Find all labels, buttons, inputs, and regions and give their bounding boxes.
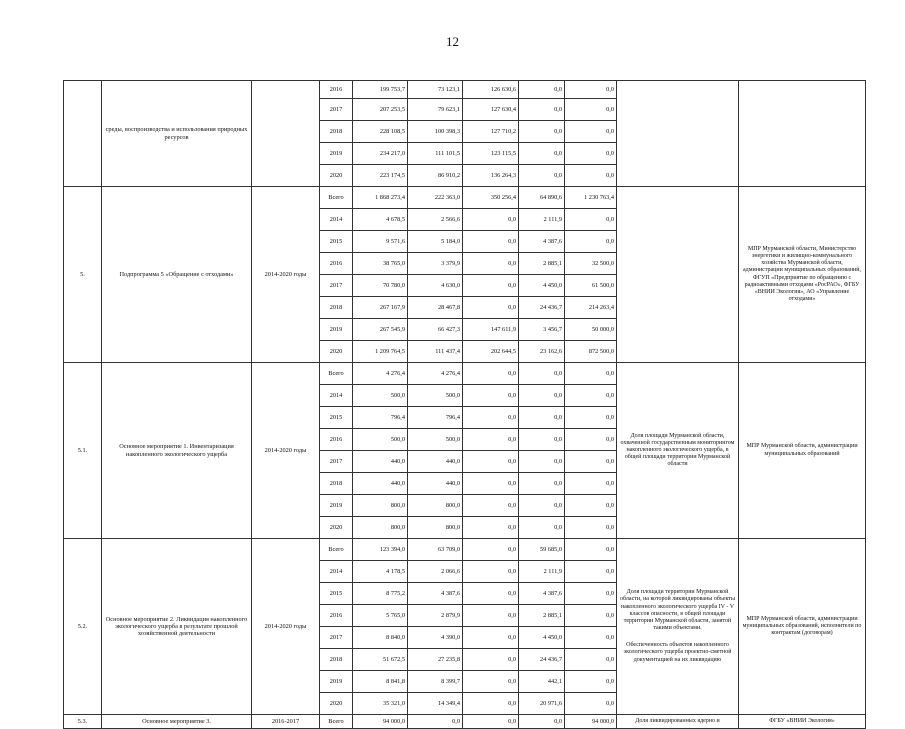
amount-cell: 73 123,1 (408, 81, 463, 99)
amount-cell: 0,0 (565, 517, 617, 539)
amount-cell: 2 111,9 (519, 209, 565, 231)
amount-cell: 0,0 (463, 693, 519, 715)
amount-cell: 4 450,0 (519, 627, 565, 649)
amount-cell: 51 672,5 (353, 649, 408, 671)
year-cell: 2017 (320, 99, 353, 121)
amount-cell: 14 349,4 (408, 693, 463, 715)
amount-cell: 4 390,0 (408, 627, 463, 649)
item-name-cell (102, 81, 252, 187)
amount-cell: 0,0 (463, 473, 519, 495)
amount-cell: 5 765,0 (353, 605, 408, 627)
amount-cell: 4 178,5 (353, 561, 408, 583)
amount-cell: 440,0 (353, 473, 408, 495)
amount-cell: 0,0 (519, 473, 565, 495)
amount-cell: 0,0 (565, 561, 617, 583)
indicator-cell (617, 187, 739, 363)
amount-cell: 0,0 (463, 715, 519, 729)
amount-cell: 0,0 (463, 275, 519, 297)
indicator-cell (617, 363, 739, 539)
period-cell-text: 2014-2020 годы (264, 446, 307, 454)
amount-cell: 0,0 (565, 473, 617, 495)
amount-cell: 0,0 (565, 605, 617, 627)
amount-cell: 350 256,4 (463, 187, 519, 209)
amount-cell: 0,0 (463, 429, 519, 451)
year-cell: Всего (320, 187, 353, 209)
year-cell: 2018 (320, 121, 353, 143)
amount-cell: 38 765,0 (353, 253, 408, 275)
amount-cell: 127 710,2 (463, 121, 519, 143)
amount-cell: 0,0 (463, 363, 519, 385)
amount-cell: 2 885,1 (519, 253, 565, 275)
amount-cell: 0,0 (519, 165, 565, 187)
executor-text: ФГБУ «ВНИИ Экология» (769, 717, 835, 724)
page-number: 12 (446, 34, 459, 49)
executor-cell (739, 539, 866, 715)
amount-cell: 0,0 (519, 495, 565, 517)
amount-cell: 234 217,0 (353, 143, 408, 165)
amount-cell: 0,0 (565, 649, 617, 671)
amount-cell: 796,4 (408, 407, 463, 429)
amount-cell: 223 174,5 (353, 165, 408, 187)
executor-cell (739, 363, 866, 539)
amount-cell: 0,0 (565, 143, 617, 165)
amount-cell: 0,0 (565, 627, 617, 649)
item-name-cell-text: Основное мероприятие 1. Инвентаризация накопленного экологического ущерба (119, 443, 234, 458)
amount-cell: 0,0 (463, 517, 519, 539)
amount-cell: 0,0 (519, 385, 565, 407)
amount-cell: 0,0 (565, 407, 617, 429)
amount-cell: 0,0 (463, 253, 519, 275)
amount-cell: 1 868 273,4 (353, 187, 408, 209)
period-cell (252, 81, 320, 187)
indicator-cell (617, 539, 739, 715)
year-cell: 2020 (320, 693, 353, 715)
table-row (64, 715, 866, 729)
amount-cell: 4 276,4 (353, 363, 408, 385)
amount-cell: 0,0 (565, 209, 617, 231)
amount-cell: 0,0 (463, 407, 519, 429)
year-cell: 2020 (320, 165, 353, 187)
amount-cell: 86 910,2 (408, 165, 463, 187)
amount-cell: 0,0 (565, 385, 617, 407)
item-name-cell-text: среды, воспроизводства и использования природных ресурсов (105, 126, 248, 141)
executor-cell (739, 187, 866, 363)
amount-cell: 147 611,9 (463, 319, 519, 341)
amount-cell: 3 379,9 (408, 253, 463, 275)
amount-cell: 8 841,8 (353, 671, 408, 693)
amount-cell: 0,0 (519, 121, 565, 143)
amount-cell: 35 321,0 (353, 693, 408, 715)
amount-cell: 872 500,0 (565, 341, 617, 363)
amount-cell: 4 630,0 (408, 275, 463, 297)
amount-cell: 0,0 (463, 627, 519, 649)
year-cell: 2020 (320, 341, 353, 363)
amount-cell: 0,0 (565, 363, 617, 385)
amount-cell: 0,0 (565, 671, 617, 693)
amount-cell: 4 678,5 (353, 209, 408, 231)
year-cell: 2016 (320, 253, 353, 275)
year-cell: 2014 (320, 561, 353, 583)
amount-cell: 4 450,0 (519, 275, 565, 297)
amount-cell: 0,0 (463, 385, 519, 407)
amount-cell: 123 394,0 (353, 539, 408, 561)
amount-cell: 2 885,1 (519, 605, 565, 627)
year-cell: 2015 (320, 231, 353, 253)
amount-cell: 0,0 (463, 451, 519, 473)
year-cell: 2018 (320, 473, 353, 495)
amount-cell: 0,0 (463, 495, 519, 517)
table-row (64, 81, 866, 99)
item-number-cell (64, 81, 102, 187)
executor-text: МПР Мурманской области, администрации муниципальных образований (746, 443, 858, 457)
item-number-cell-text: 5. (80, 270, 85, 278)
indicator-text: Доля площади Мурманской области, охваченной государственным мониторингом накопленного экологического ущерба, в общей площади территории Мурманской области (620, 432, 735, 468)
year-cell: 2016 (320, 429, 353, 451)
amount-cell: 0,0 (463, 539, 519, 561)
table-row (64, 187, 866, 209)
item-number-cell (64, 715, 102, 729)
item-name-cell-text: Подпрограмма 5 «Обращение с отходами» (119, 270, 234, 278)
amount-cell: 0,0 (463, 649, 519, 671)
table-row (64, 363, 866, 385)
year-cell: Всего (320, 715, 353, 729)
indicator-text-2: Обеспеченность объектов накопленного экологического ущерба проектно-сметной документацией на их ликвидацию (623, 642, 732, 663)
amount-cell: 0,0 (408, 715, 463, 729)
item-number-cell-text: 5.3. (77, 717, 88, 725)
year-cell: 2019 (320, 319, 353, 341)
amount-cell: 61 500,0 (565, 275, 617, 297)
amount-cell: 0,0 (463, 605, 519, 627)
year-cell: 2020 (320, 517, 353, 539)
amount-cell: 0,0 (565, 495, 617, 517)
item-name-cell (102, 187, 252, 363)
amount-cell: 24 436,7 (519, 649, 565, 671)
year-cell: Всего (320, 363, 353, 385)
year-cell: 2015 (320, 583, 353, 605)
amount-cell: 796,4 (353, 407, 408, 429)
amount-cell: 0,0 (519, 81, 565, 99)
amount-cell: 0,0 (565, 231, 617, 253)
year-cell: 2018 (320, 297, 353, 319)
amount-cell: 70 780,0 (353, 275, 408, 297)
item-number-cell-text: 5.1. (77, 446, 88, 454)
amount-cell: 500,0 (353, 429, 408, 451)
period-cell (252, 363, 320, 539)
amount-cell: 500,0 (408, 429, 463, 451)
period-cell-text: 2014-2020 годы (264, 270, 307, 278)
amount-cell: 27 235,8 (408, 649, 463, 671)
item-name-cell-text: Основное мероприятие 3. (142, 717, 211, 725)
amount-cell: 202 644,5 (463, 341, 519, 363)
amount-cell: 0,0 (519, 143, 565, 165)
year-cell: 2016 (320, 605, 353, 627)
amount-cell: 0,0 (565, 429, 617, 451)
year-cell: 2014 (320, 385, 353, 407)
amount-cell: 800,0 (408, 517, 463, 539)
amount-cell: 2 566,6 (408, 209, 463, 231)
amount-cell: 0,0 (565, 451, 617, 473)
amount-cell: 5 184,0 (408, 231, 463, 253)
year-cell: Всего (320, 539, 353, 561)
year-cell: 2019 (320, 495, 353, 517)
amount-cell: 4 387,6 (519, 583, 565, 605)
amount-cell: 0,0 (463, 209, 519, 231)
amount-cell: 94 000,0 (565, 715, 617, 729)
amount-cell: 0,0 (519, 451, 565, 473)
amount-cell: 440,0 (353, 451, 408, 473)
amount-cell: 64 890,6 (519, 187, 565, 209)
amount-cell: 500,0 (353, 385, 408, 407)
amount-cell: 0,0 (463, 583, 519, 605)
amount-cell: 32 500,0 (565, 253, 617, 275)
year-cell: 2016 (320, 81, 353, 99)
program-budget-table (63, 80, 866, 729)
indicator-text: Доля ликвидированных ядерно и (635, 717, 720, 724)
amount-cell: 0,0 (519, 99, 565, 121)
amount-cell: 1 230 763,4 (565, 187, 617, 209)
amount-cell: 440,0 (408, 451, 463, 473)
amount-cell: 0,0 (519, 715, 565, 729)
amount-cell: 24 436,7 (519, 297, 565, 319)
amount-cell: 0,0 (519, 363, 565, 385)
amount-cell: 440,0 (408, 473, 463, 495)
amount-cell: 63 709,0 (408, 539, 463, 561)
amount-cell: 4 387,6 (519, 231, 565, 253)
amount-cell: 2 111,9 (519, 561, 565, 583)
amount-cell: 800,0 (353, 517, 408, 539)
period-cell (252, 187, 320, 363)
amount-cell: 207 253,5 (353, 99, 408, 121)
executor-text: МПР Мурманской области, Министерство энергетики и жилищно-коммунального хозяйства Мурманской области, администрации муниципальных образований, ФГУП «Предприятие по обращению с радиоактивными отходами «РосРАО», ФГБУ «ВНИИ Экология», АО «Управление отходами» (743, 245, 861, 303)
amount-cell: 66 427,3 (408, 319, 463, 341)
amount-cell: 0,0 (519, 407, 565, 429)
amount-cell: 4 276,4 (408, 363, 463, 385)
amount-cell: 222 363,0 (408, 187, 463, 209)
amount-cell: 2 066,6 (408, 561, 463, 583)
amount-cell: 94 000,0 (353, 715, 408, 729)
executor-text: МПР Мурманской области, администрации муниципальных образований, исполнители по контрактам (договорам) (742, 615, 862, 637)
amount-cell: 267 545,9 (353, 319, 408, 341)
amount-cell: 442,1 (519, 671, 565, 693)
year-cell: 2019 (320, 143, 353, 165)
item-number-cell (64, 363, 102, 539)
amount-cell: 100 398,3 (408, 121, 463, 143)
amount-cell: 127 630,4 (463, 99, 519, 121)
amount-cell: 79 623,1 (408, 99, 463, 121)
amount-cell: 8 840,0 (353, 627, 408, 649)
year-cell: 2017 (320, 451, 353, 473)
amount-cell: 800,0 (353, 495, 408, 517)
amount-cell: 136 264,3 (463, 165, 519, 187)
amount-cell: 111 101,5 (408, 143, 463, 165)
amount-cell: 9 571,6 (353, 231, 408, 253)
amount-cell: 0,0 (565, 99, 617, 121)
year-cell: 2014 (320, 209, 353, 231)
executor-cell (739, 715, 866, 729)
amount-cell: 0,0 (565, 693, 617, 715)
amount-cell: 0,0 (565, 121, 617, 143)
amount-cell: 199 753,7 (353, 81, 408, 99)
amount-cell: 0,0 (565, 539, 617, 561)
amount-cell: 0,0 (463, 561, 519, 583)
amount-cell: 4 387,6 (408, 583, 463, 605)
period-cell-text: 2014-2020 годы (264, 622, 307, 630)
amount-cell: 800,0 (408, 495, 463, 517)
item-name-cell (102, 539, 252, 715)
amount-cell: 8 399,7 (408, 671, 463, 693)
amount-cell: 0,0 (463, 671, 519, 693)
period-cell-text: 2016-2017 (271, 717, 300, 725)
amount-cell: 0,0 (463, 231, 519, 253)
item-number-cell (64, 187, 102, 363)
indicator-cell (617, 81, 739, 187)
amount-cell: 28 467,8 (408, 297, 463, 319)
year-cell: 2017 (320, 275, 353, 297)
amount-cell: 0,0 (565, 81, 617, 99)
amount-cell: 23 162,6 (519, 341, 565, 363)
year-cell: 2017 (320, 627, 353, 649)
item-number-cell-text: 5.2. (77, 622, 88, 630)
amount-cell: 3 456,7 (519, 319, 565, 341)
item-name-cell (102, 715, 252, 729)
period-cell (252, 715, 320, 729)
amount-cell: 50 000,0 (565, 319, 617, 341)
amount-cell: 2 879,9 (408, 605, 463, 627)
period-cell (252, 539, 320, 715)
indicator-text: Доля площади территории Мурманской области, на которой ликвидированы объекты накопленного экологического ущерба IV - V классов опасности, в общей площади территории Мурманской области, занятой такими объектами. (620, 589, 735, 632)
amount-cell: 111 437,4 (408, 341, 463, 363)
amount-cell: 126 630,6 (463, 81, 519, 99)
amount-cell: 228 108,5 (353, 121, 408, 143)
executor-cell (739, 81, 866, 187)
amount-cell: 0,0 (463, 297, 519, 319)
table-row (64, 539, 866, 561)
indicator-cell (617, 715, 739, 729)
amount-cell: 1 209 764,5 (353, 341, 408, 363)
amount-cell: 500,0 (408, 385, 463, 407)
item-name-cell-text: Основное мероприятие 2. Ликвидация накопленного экологического ущерба в результате прошлой хозяйственной деятельности (105, 615, 248, 638)
amount-cell: 123 115,5 (463, 143, 519, 165)
amount-cell: 8 775,2 (353, 583, 408, 605)
amount-cell: 0,0 (565, 583, 617, 605)
year-cell: 2015 (320, 407, 353, 429)
year-cell: 2019 (320, 671, 353, 693)
amount-cell: 267 167,9 (353, 297, 408, 319)
amount-cell: 214 263,4 (565, 297, 617, 319)
item-number-cell (64, 539, 102, 715)
amount-cell: 20 971,6 (519, 693, 565, 715)
amount-cell: 0,0 (519, 429, 565, 451)
amount-cell: 0,0 (519, 517, 565, 539)
amount-cell: 0,0 (565, 165, 617, 187)
year-cell: 2018 (320, 649, 353, 671)
item-name-cell (102, 363, 252, 539)
amount-cell: 59 685,0 (519, 539, 565, 561)
